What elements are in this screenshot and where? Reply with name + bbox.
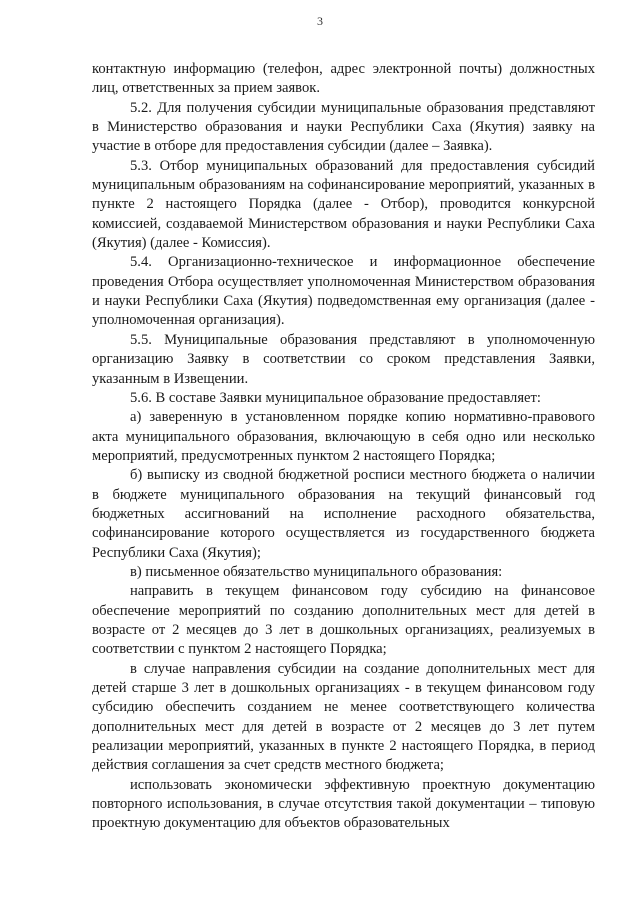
page-number: 3 <box>317 14 323 28</box>
paragraph-5-3: 5.3. Отбор муниципальных образований для предоставления субсидий муниципальным образованиям на софинансирование мероприятий, указанных в пункте 2 настоящего Порядка (далее - Отбор), проводится конкурсной комиссией, создаваемой Министерством образования и науки Республики Саха (Якутия) (далее - Комиссия). <box>92 157 595 252</box>
paragraph-5-2: 5.2. Для получения субсидии муниципальные образования представляют в Министерство образования и науки Республики Саха (Якутия) заявку на участие в отборе для предоставления субсидии (далее – Заявка). <box>92 99 595 155</box>
paragraph-continuation: контактную информацию (телефон, адрес электронной почты) должностных лиц, ответственных за прием заявок. <box>92 61 595 97</box>
paragraph-5-4: 5.4. Организационно-техническое и информационное обеспечение проведения Отбора осуществляет уполномоченная Министерством образования и науки Республики Саха (Якутия) подведомственная ему организация (далее - уполномоченная организация). <box>92 254 595 329</box>
paragraph-obligation-2: в случае направления субсидии на создание дополнительных мест для детей старше 3 лет в дошкольных организациях - в текущем финансовом году субсидию обеспечить созданием не менее соответствующего количества дополнительных мест для детей в возрасте от 2 месяцев до 3 лет путем реализации мероприятий, указанных в пункте 2 настоящего Порядка, в период действия соглашения за счет средств местного бюджета; <box>92 660 595 774</box>
paragraph-5-6: 5.6. В составе Заявки муниципальное образование предоставляет: <box>130 389 541 406</box>
paragraph-item-b: б) выписку из сводной бюджетной росписи местного бюджета о наличии в бюджете муниципального образования на текущий финансовый год бюджетных ассигнований на исполнение расходного обязательства, софинансирование которого осуществляется из государственного бюджета Республики Саха (Якутия); <box>92 467 595 561</box>
paragraph-5-5: 5.5. Муниципальные образования представляют в уполномоченную организацию Заявку в соответствии со сроком представления Заявки, указанным в Извещении. <box>92 331 595 387</box>
document-body <box>92 60 595 834</box>
paragraph-item-a: а) заверенную в установленном порядке копию нормативно-правового акта муниципального образования, включающую в себя одно или несколько мероприятий, предусмотренных пунктом 2 настоящего Порядка; <box>92 409 595 464</box>
paragraph-obligation-3: использовать экономически эффективную проектную документацию повторного использования, в случае отсутствия такой документации – типовую проектную документацию для объектов образовательных <box>92 776 595 832</box>
paragraph-obligation-1: направить в текущем финансовом году субсидию на финансовое обеспечение мероприятий по созданию дополнительных мест для детей в возрасте от 2 месяцев до 3 лет в дошкольных организациях, реализуемых в соответствии с пунктом 2 настоящего Порядка; <box>92 583 595 658</box>
paragraph-item-v: в) письменное обязательство муниципального образования: <box>130 563 503 580</box>
